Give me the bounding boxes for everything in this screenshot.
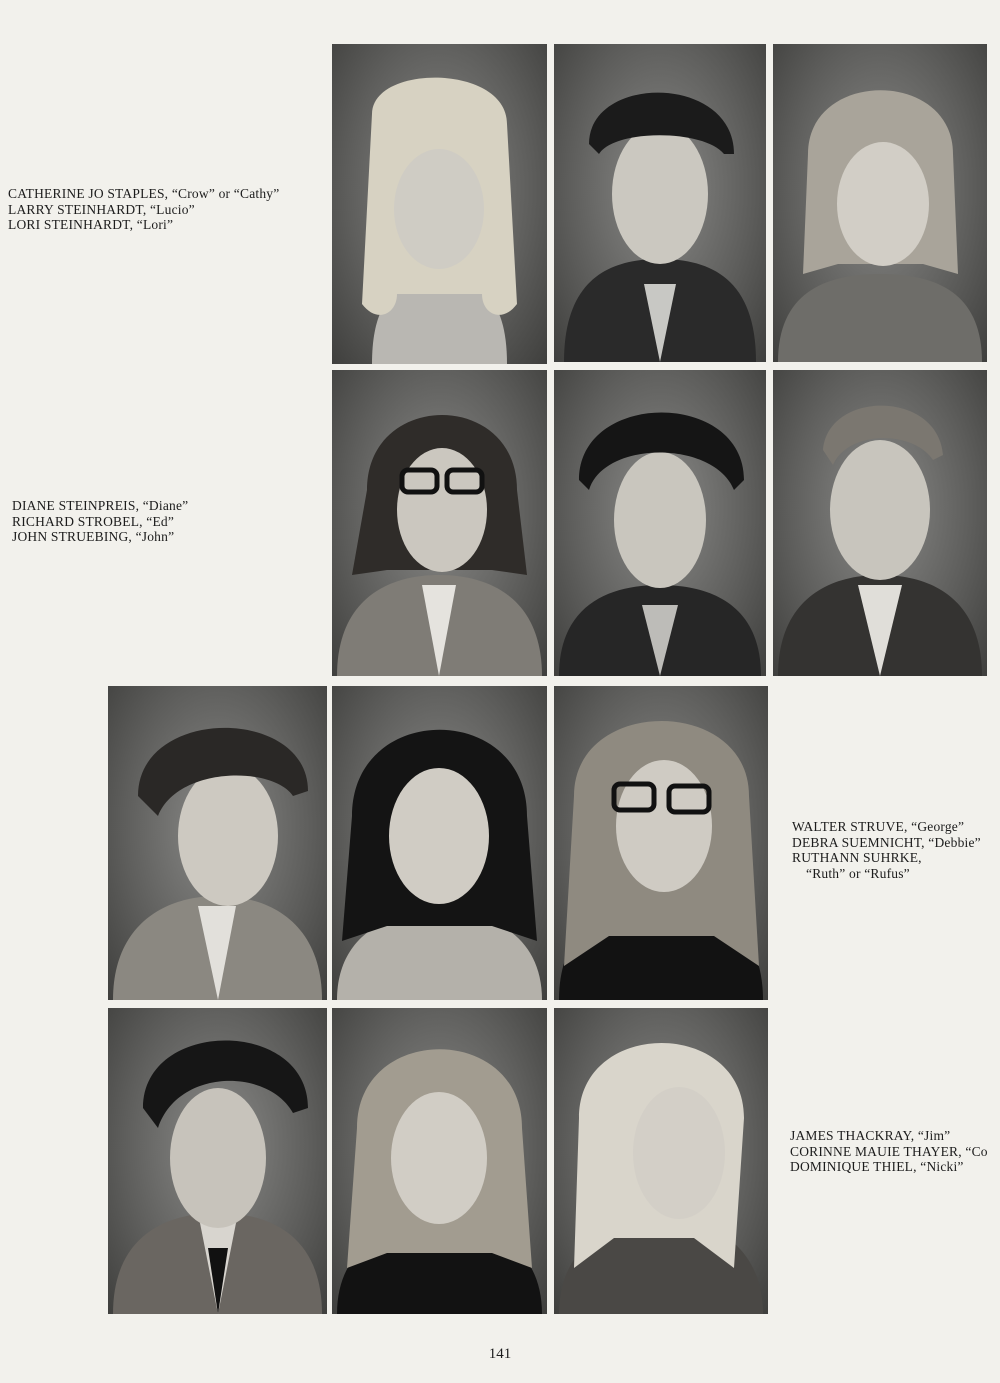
student-name: JOHN STRUEBING, “John” bbox=[12, 529, 175, 544]
student-name: RUTHANN SUHRKE, bbox=[792, 850, 922, 865]
portrait-photo bbox=[332, 1008, 547, 1314]
portrait-photo bbox=[773, 370, 987, 676]
student-name: WALTER STRUVE, “George” bbox=[792, 819, 965, 834]
student-name: CORINNE MAUIE THAYER, “Co bbox=[790, 1143, 988, 1159]
student-name: DOMINIQUE THIEL, “Nicki” bbox=[790, 1159, 964, 1174]
portrait-photo bbox=[554, 686, 768, 1000]
student-name: DEBRA SUEMNICHT, “Debbie” bbox=[792, 834, 981, 850]
student-name: LARRY STEINHARDT, “Lucio” bbox=[8, 201, 195, 217]
student-name: “Ruth” or “Rufus” bbox=[806, 865, 910, 881]
caption-group-2 bbox=[12, 498, 188, 545]
portrait-photo bbox=[554, 370, 766, 676]
student-name: RICHARD STROBEL, “Ed” bbox=[12, 513, 175, 529]
caption-group-1 bbox=[8, 186, 279, 233]
portrait-photo bbox=[554, 44, 766, 362]
student-name: LORI STEINHARDT, “Lori” bbox=[8, 217, 174, 232]
caption-group-3 bbox=[792, 819, 981, 881]
portrait-photo bbox=[108, 1008, 327, 1314]
portrait-photo bbox=[554, 1008, 768, 1314]
portrait-photo bbox=[332, 44, 547, 364]
student-name: CATHERINE JO STAPLES, “Crow” or “Cathy” bbox=[8, 186, 280, 201]
page-number: 141 bbox=[488, 1346, 512, 1362]
caption-group-4 bbox=[790, 1128, 988, 1175]
portrait-photo bbox=[108, 686, 327, 1000]
student-name: DIANE STEINPREIS, “Diane” bbox=[12, 498, 189, 513]
portrait-photo bbox=[773, 44, 987, 362]
portrait-photo bbox=[332, 370, 547, 676]
portrait-photo bbox=[332, 686, 547, 1000]
student-name: JAMES THACKRAY, “Jim” bbox=[790, 1128, 951, 1143]
